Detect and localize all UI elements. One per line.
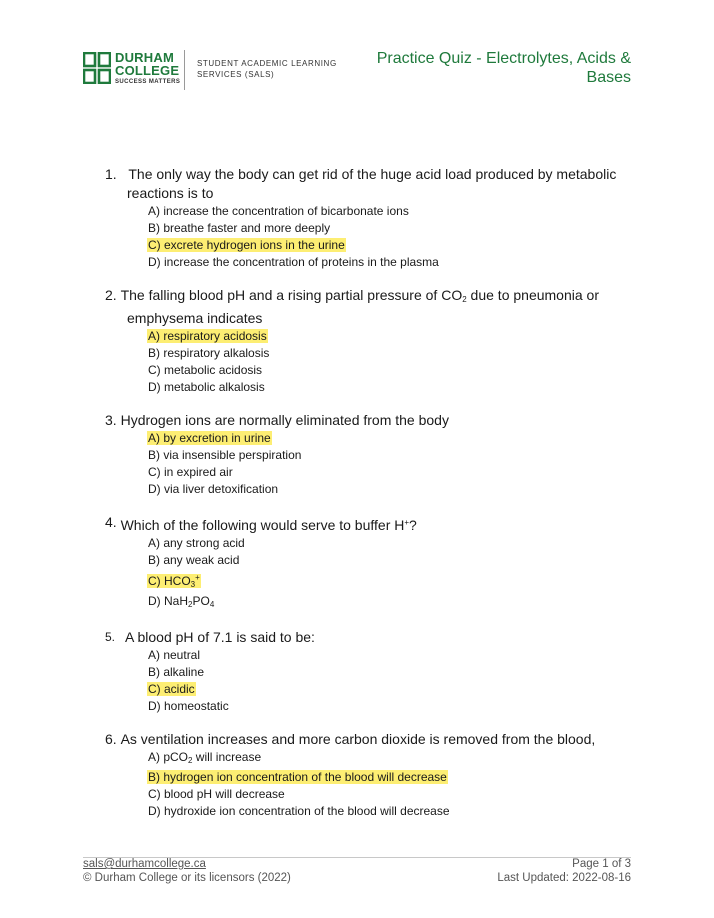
question-text-continued: reactions is to bbox=[127, 185, 214, 201]
question-number: 3. bbox=[105, 412, 121, 428]
question-number: 1. bbox=[105, 166, 129, 182]
question-2 bbox=[105, 286, 645, 396]
answer-option: A) any strong acid bbox=[148, 536, 245, 550]
answer-option: A) pCO$_2$ will increase bbox=[148, 750, 262, 765]
question-text-continued: emphysema indicates bbox=[127, 310, 263, 326]
answer-options bbox=[105, 749, 645, 820]
answer-option: D) hydroxide ion concentration of the blood will decrease bbox=[148, 804, 450, 818]
answer-options bbox=[105, 647, 645, 715]
answer-option: B) respiratory alkalosis bbox=[148, 346, 270, 360]
answer-option: B) any weak acid bbox=[148, 553, 240, 567]
question-1 bbox=[105, 165, 645, 271]
page-title: Practice Quiz - Electrolytes, Acids & Bases bbox=[376, 50, 631, 86]
answer-options bbox=[105, 203, 645, 271]
logo-divider bbox=[184, 50, 185, 90]
answer-option-highlighted: C) excrete hydrogen ions in the urine bbox=[148, 238, 345, 252]
answer-option-highlighted: C) acidic bbox=[148, 682, 195, 696]
page-number: Page 1 of 3 bbox=[572, 858, 631, 870]
question-text: Hydrogen ions are normally eliminated from the body bbox=[120, 412, 449, 428]
answer-options bbox=[105, 430, 645, 498]
answer-option-highlighted: C) $HCO_3^+$ bbox=[148, 573, 200, 589]
quiz-content bbox=[105, 165, 645, 835]
contact-email-link[interactable]: sals@durhamcollege.ca bbox=[83, 858, 206, 870]
answer-options bbox=[105, 535, 645, 613]
question-4 bbox=[105, 513, 645, 613]
answer-option: A) increase the concentration of bicarbonate ions bbox=[148, 204, 409, 218]
answer-option: D) metabolic alkalosis bbox=[148, 380, 265, 394]
answer-option: D) homeostatic bbox=[148, 699, 229, 713]
question-text: A blood pH of 7.1 is said to be: bbox=[125, 629, 315, 645]
answer-option: A) neutral bbox=[148, 648, 201, 662]
answer-option-highlighted: A) by excretion in urine bbox=[148, 431, 271, 445]
answer-option: D) via liver detoxification bbox=[148, 482, 279, 496]
question-text: As ventilation increases and more carbon dioxide is removed from the blood, bbox=[120, 731, 596, 747]
question-6 bbox=[105, 730, 645, 820]
question-number: 6. bbox=[105, 731, 121, 747]
logo-tagline: SUCCESS MATTERS bbox=[115, 79, 181, 85]
last-updated: Last Updated: 2022-08-16 bbox=[497, 872, 631, 884]
question-5 bbox=[105, 628, 645, 715]
question-text: The falling blood pH and a rising partial pressure of $CO_2$ due to pneumonia or bbox=[120, 287, 599, 304]
copyright-text: © Durham College or its licensors (2022) bbox=[83, 872, 291, 884]
durham-college-emblem-icon bbox=[83, 52, 111, 84]
answer-option: B) via insensible perspiration bbox=[148, 448, 302, 462]
question-number: 4. bbox=[105, 514, 121, 530]
answer-option-highlighted: A) respiratory acidosis bbox=[148, 329, 267, 343]
answer-option-highlighted: B) hydrogen ion concentration of the blood will decrease bbox=[148, 770, 447, 784]
answer-option: B) breathe faster and more deeply bbox=[148, 221, 331, 235]
question-text: The only way the body can get rid of the huge acid load produced by metabolic bbox=[128, 166, 617, 182]
answer-option: D) $NaH_2PO_4$ bbox=[148, 594, 215, 609]
logo-wordmark: DURHAM COLLEGE bbox=[115, 50, 180, 78]
question-number: 2. bbox=[105, 287, 121, 303]
answer-option: C) blood pH will decrease bbox=[148, 787, 285, 801]
question-number: 5. bbox=[105, 630, 126, 644]
answer-option: D) increase the concentration of proteins in the plasma bbox=[148, 255, 439, 269]
answer-option: B) alkaline bbox=[148, 665, 205, 679]
sals-label: STUDENT ACADEMIC LEARNING SERVICES (SALS) bbox=[197, 59, 337, 79]
answer-option: C) metabolic acidosis bbox=[148, 363, 263, 377]
question-text: Which of the following would serve to buffer H+? bbox=[120, 517, 417, 533]
answer-options bbox=[105, 328, 645, 396]
question-3 bbox=[105, 411, 645, 498]
answer-option: C) in expired air bbox=[148, 465, 233, 479]
